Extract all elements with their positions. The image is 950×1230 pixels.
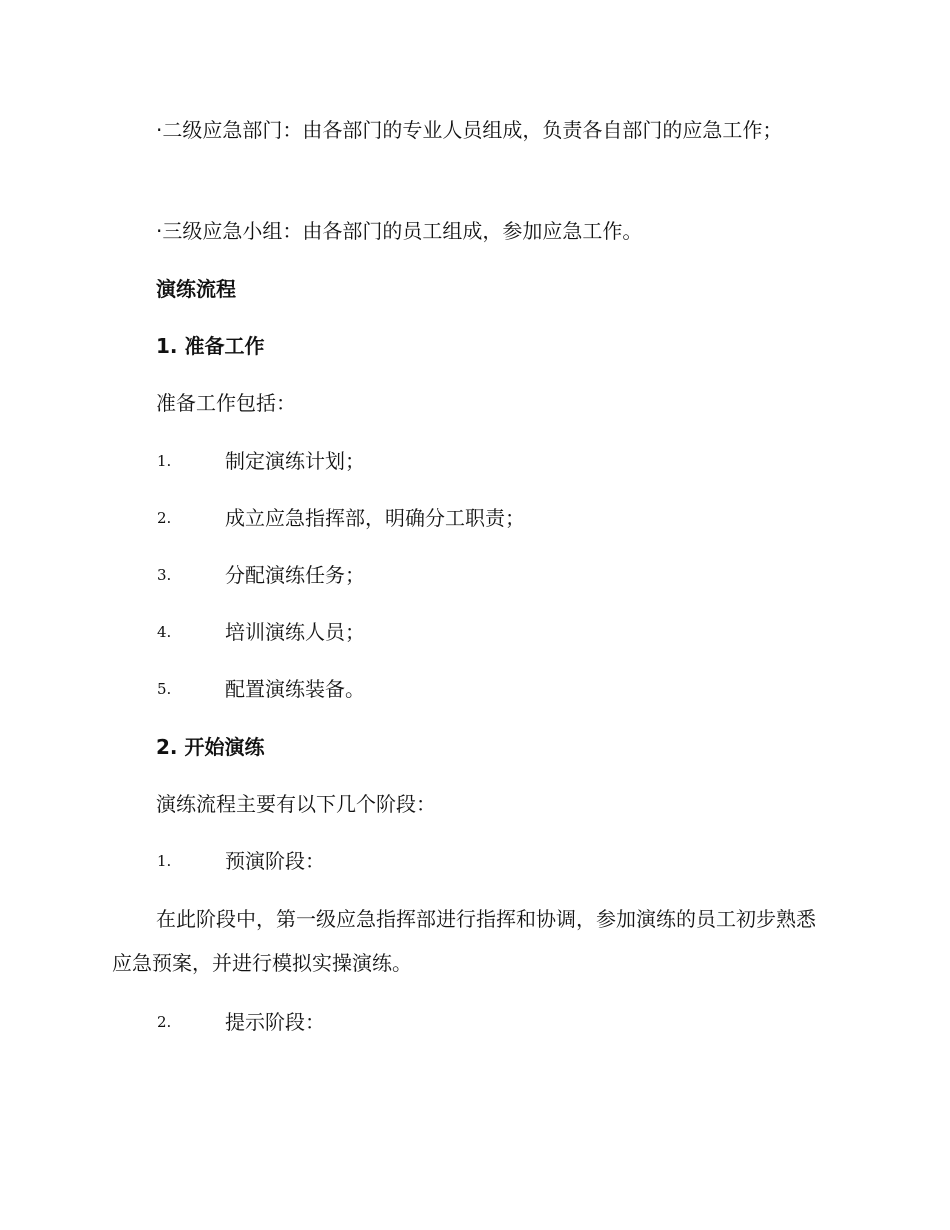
list-number: 1.: [157, 452, 172, 470]
list-number: 4.: [157, 623, 172, 641]
list-item-text: 成立应急指挥部，明确分工职责；: [225, 506, 525, 530]
level2-dept-paragraph: ·二级应急部门：由各部门的专业人员组成，负责各自部门的应急工作；: [156, 118, 783, 142]
level3-group-paragraph: ·三级应急小组：由各部门的员工组成，参加应急工作。: [156, 219, 643, 243]
list-number: 3.: [157, 566, 172, 584]
start-drill-heading: 2. 开始演练: [156, 735, 265, 759]
list-item-text: 制定演练计划；: [225, 449, 365, 473]
prep-work-intro: 准备工作包括：: [156, 391, 296, 415]
list-number: 5.: [157, 680, 172, 698]
list-number: 2.: [157, 1013, 172, 1031]
drill-process-heading: 演练流程: [156, 277, 236, 301]
list-item-text: 提示阶段：: [225, 1010, 325, 1034]
start-drill-intro: 演练流程主要有以下几个阶段：: [156, 792, 436, 816]
list-item-text: 培训演练人员；: [225, 620, 365, 644]
stage1-description: 在此阶段中，第一级应急指挥部进行指挥和协调，参加演练的员工初步熟悉应急预案，并进行模拟实操演练。: [112, 907, 816, 975]
list-item-text: 配置演练装备。: [225, 677, 365, 701]
prep-work-heading: 1. 准备工作: [156, 334, 265, 358]
list-item-text: 分配演练任务；: [225, 563, 365, 587]
list-item-text: 预演阶段：: [225, 849, 325, 873]
list-number: 1.: [157, 852, 172, 870]
list-number: 2.: [157, 509, 172, 527]
